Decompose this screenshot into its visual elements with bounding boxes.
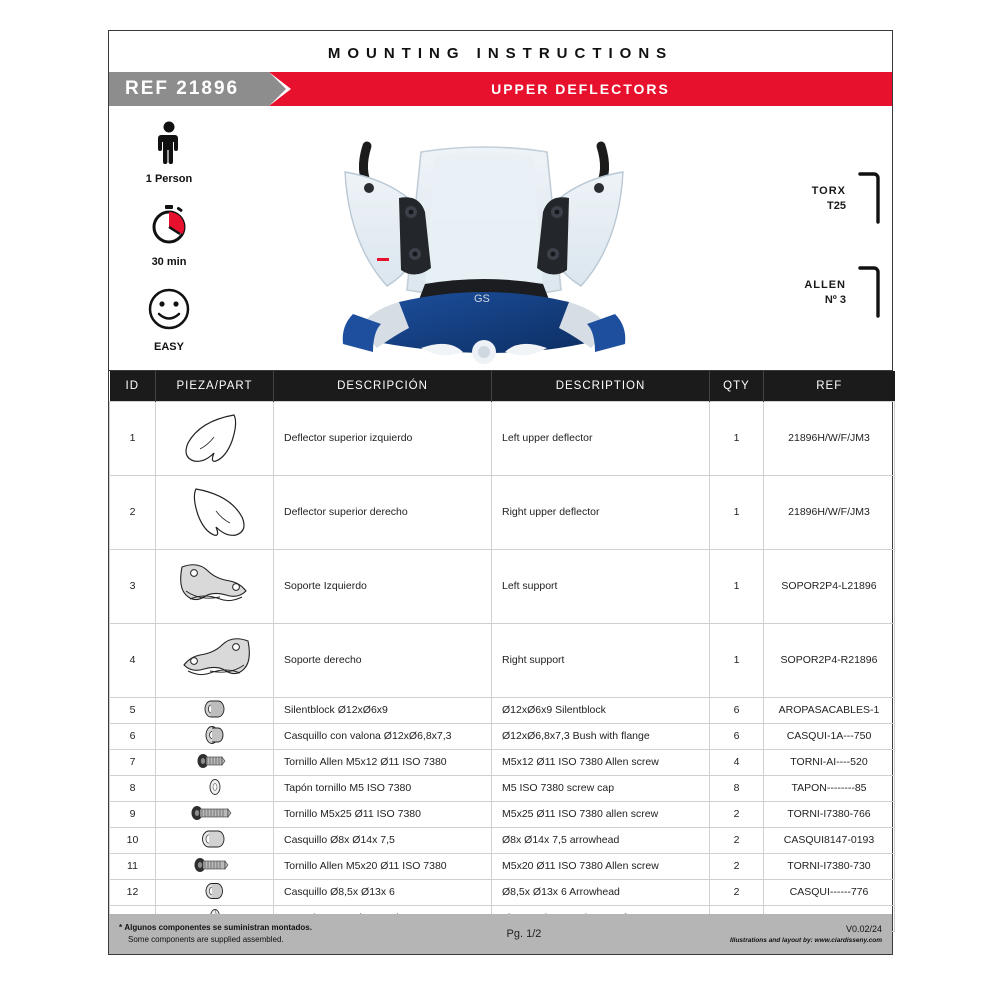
cell-id: 2 (110, 475, 156, 549)
col-id: ID (110, 371, 156, 401)
cell-part-image (156, 879, 274, 905)
cell-description: Ø12xØ6,8x7,3 Bush with flange (492, 723, 710, 749)
bush-arrowhead-icon (198, 830, 232, 848)
motorcycle-photo (249, 106, 719, 370)
cell-id: 8 (110, 775, 156, 801)
page-title: MOUNTING INSTRUCTIONS (327, 45, 674, 62)
deflector-right-outline (176, 483, 254, 539)
smiley-icon (146, 286, 192, 332)
flanged-bush-icon (200, 725, 230, 745)
cell-description: Right support (492, 623, 710, 697)
cell-id: 11 (110, 853, 156, 879)
cell-part-image (156, 623, 274, 697)
tools-column (746, 168, 886, 322)
cell-part-image (156, 749, 274, 775)
cell-description: Right upper deflector (492, 475, 710, 549)
cell-description: Ø8x Ø14x 7,5 arrowhead (492, 827, 710, 853)
tool-allen-size: Nº 3 (824, 293, 846, 306)
cell-descripcion: Casquillo con valona Ø12xØ6,8x7,3 (274, 723, 492, 749)
cell-ref: CASQUI------776 (764, 879, 895, 905)
footer-asterisk: * (119, 923, 123, 932)
table-header-row (110, 371, 895, 401)
cell-part-image (156, 697, 274, 723)
cell-qty: 2 (710, 827, 764, 853)
col-part: PIEZA/PART (156, 371, 274, 401)
cell-description: Left support (492, 549, 710, 623)
cell-descripcion: Deflector superior izquierdo (274, 401, 492, 475)
hero-section (109, 106, 892, 371)
cell-ref: SOPOR2P4-R21896 (764, 623, 895, 697)
cell-ref: 21896H/W/F/JM3 (764, 401, 895, 475)
footer-note-en: Some components are supplied assembled. (128, 935, 284, 944)
cell-id: 10 (110, 827, 156, 853)
info-time-label: 30 min (151, 256, 187, 268)
cell-qty: 1 (710, 475, 764, 549)
col-ref: REF (764, 371, 895, 401)
tool-allen-name: ALLEN (804, 278, 846, 291)
cell-part-image (156, 801, 274, 827)
cell-description: M5x12 Ø11 ISO 7380 Allen screw (492, 749, 710, 775)
info-column (109, 106, 229, 370)
cell-qty: 8 (710, 775, 764, 801)
cell-id: 1 (110, 401, 156, 475)
cell-part-image (156, 549, 274, 623)
footer-note-es: Algunos componentes se suministran montados. (124, 923, 312, 932)
cell-qty: 6 (710, 697, 764, 723)
cell-qty: 4 (710, 749, 764, 775)
allen-screw-long-icon (189, 804, 241, 822)
tool-torx-size: T25 (827, 199, 846, 212)
cell-id: 7 (110, 749, 156, 775)
cell-ref: TORNI-I7380-730 (764, 853, 895, 879)
cell-descripcion: Tornillo M5x25 Ø11 ISO 7380 (274, 801, 492, 827)
cell-ref: TAPON--------85 (764, 775, 895, 801)
cell-id: 6 (110, 723, 156, 749)
info-person-label: 1 Person (145, 173, 193, 185)
cell-description: M5 ISO 7380 screw cap (492, 775, 710, 801)
footer-page-number: Pg. 1/2 (506, 928, 542, 940)
col-descripcion: DESCRIPCIÓN (274, 371, 492, 401)
cell-ref: CASQUI8147-0193 (764, 827, 895, 853)
cell-qty: 2 (710, 879, 764, 905)
table-row (110, 623, 895, 697)
footer-right (610, 922, 892, 947)
table-row (110, 749, 895, 775)
bush-small-icon (201, 882, 229, 900)
cell-descripcion: Tornillo Allen M5x12 Ø11 ISO 7380 (274, 749, 492, 775)
table-row (110, 775, 895, 801)
reference-badge: REF 21896 (109, 72, 269, 106)
table-row (110, 475, 895, 549)
cell-description: M5x20 Ø11 ISO 7380 Allen screw (492, 853, 710, 879)
cell-part-image (156, 401, 274, 475)
footer-note (109, 922, 438, 946)
info-person (146, 120, 192, 185)
cell-qty: 1 (710, 401, 764, 475)
table-row (110, 401, 895, 475)
person-icon (151, 120, 187, 164)
cell-descripcion: Soporte Izquierdo (274, 549, 492, 623)
cell-id: 3 (110, 549, 156, 623)
cell-id: 12 (110, 879, 156, 905)
cell-part-image (156, 723, 274, 749)
cell-id: 4 (110, 623, 156, 697)
page-footer (109, 914, 892, 954)
cell-descripcion: Silentblock Ø12xØ6x9 (274, 697, 492, 723)
cell-ref: 21896H/W/F/JM3 (764, 475, 895, 549)
info-time (149, 203, 189, 268)
deflector-left-outline (176, 409, 254, 465)
tool-allen (746, 262, 886, 322)
timer-icon (149, 203, 189, 247)
table-row (110, 723, 895, 749)
cell-ref: SOPOR2P4-L21896 (764, 549, 895, 623)
cell-ref: TORNI-I7380-766 (764, 801, 895, 827)
parts-table (109, 371, 895, 932)
cell-id: 5 (110, 697, 156, 723)
cell-descripcion: Casquillo Ø8,5x Ø13x 6 (274, 879, 492, 905)
info-difficulty-label: EASY (154, 341, 184, 353)
table-row (110, 879, 895, 905)
cell-descripcion: Soporte derecho (274, 623, 492, 697)
cell-description: Left upper deflector (492, 401, 710, 475)
cell-description: Ø12xØ6x9 Silentblock (492, 697, 710, 723)
table-row (110, 697, 895, 723)
cell-part-image (156, 775, 274, 801)
allen-screw-short-icon (195, 752, 235, 770)
cell-part-image (156, 853, 274, 879)
allen-key-icon (854, 262, 886, 322)
cell-descripcion: Tapón tornillo M5 ISO 7380 (274, 775, 492, 801)
support-right-outline (172, 631, 258, 687)
cell-descripcion: Tornillo Allen M5x20 Ø11 ISO 7380 (274, 853, 492, 879)
cell-part-image (156, 475, 274, 549)
tool-torx-name: TORX (811, 184, 846, 197)
tool-torx (746, 168, 886, 228)
footer-credit: Illustrations and layout by: www.ciardisseny.com (730, 937, 882, 944)
cell-qty: 2 (710, 853, 764, 879)
torx-key-icon (854, 168, 886, 228)
svg-text:GS: GS (474, 293, 490, 305)
title-bar (109, 72, 892, 106)
instruction-sheet (108, 30, 893, 955)
table-row (110, 853, 895, 879)
silentblock-icon (200, 699, 230, 719)
col-description: DESCRIPTION (492, 371, 710, 401)
product-name: UPPER DEFLECTORS (269, 72, 892, 106)
footer-version: V0.02/24 (845, 923, 882, 934)
table-row (110, 827, 895, 853)
cell-id: 9 (110, 801, 156, 827)
cell-description: M5x25 Ø11 ISO 7380 allen screw (492, 801, 710, 827)
cell-qty: 1 (710, 549, 764, 623)
cell-ref: TORNI-AI----520 (764, 749, 895, 775)
cell-ref: AROPASACABLES-1 (764, 697, 895, 723)
table-row (110, 549, 895, 623)
table-row (110, 801, 895, 827)
cell-description: Ø8,5x Ø13x 6 Arrowhead (492, 879, 710, 905)
screw-cap-icon (203, 778, 227, 796)
col-qty: QTY (710, 371, 764, 401)
cell-part-image (156, 827, 274, 853)
cell-descripcion: Deflector superior derecho (274, 475, 492, 549)
support-left-outline (172, 557, 258, 613)
cell-qty: 2 (710, 801, 764, 827)
cell-qty: 1 (710, 623, 764, 697)
allen-screw-med-icon (192, 856, 238, 874)
cell-descripcion: Casquillo Ø8x Ø14x 7,5 (274, 827, 492, 853)
cell-ref: CASQUI-1A---750 (764, 723, 895, 749)
cell-qty: 6 (710, 723, 764, 749)
info-difficulty (146, 286, 192, 353)
